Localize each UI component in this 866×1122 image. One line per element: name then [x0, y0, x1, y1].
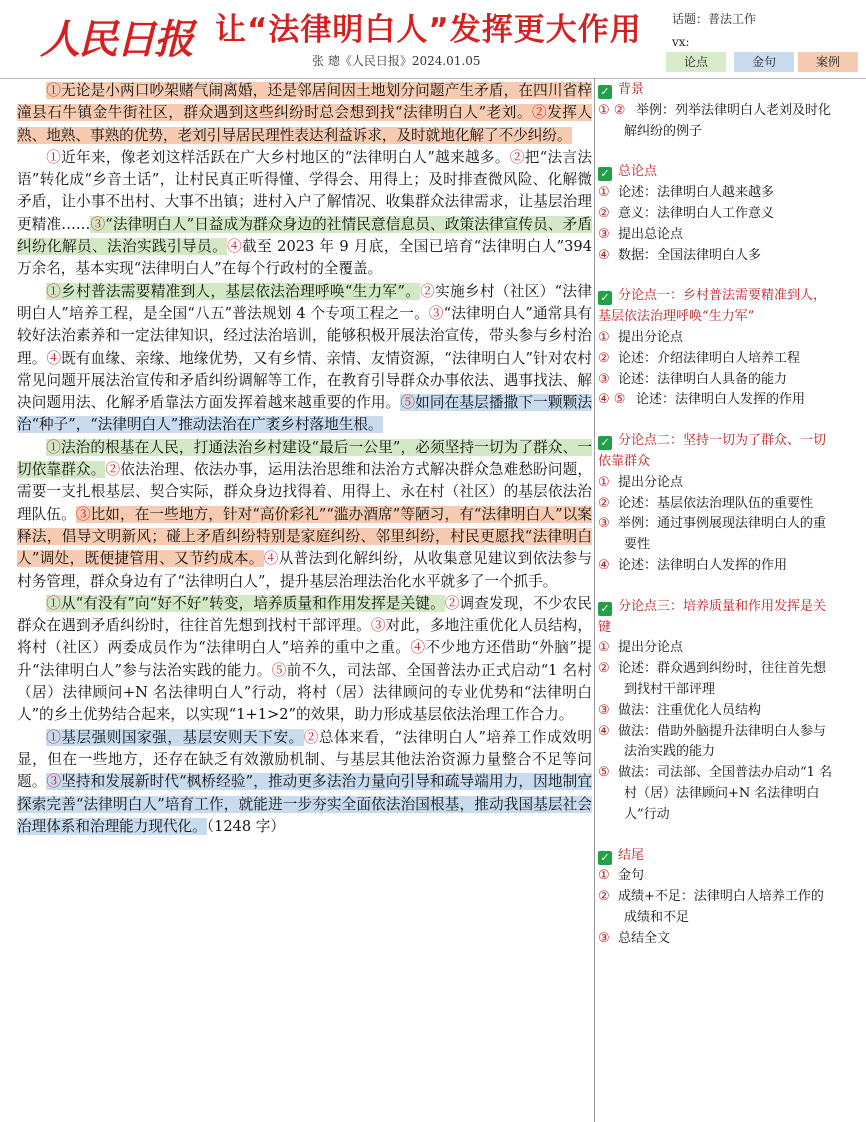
outline-item-number: ①: [598, 868, 610, 884]
byline: 张 璁《人民日报》2024.01.05: [312, 54, 481, 68]
sentence-text: 把“法言法语”转化成“乡音土话”，让村民真正听得懂、学得会、用得上；及时排查微风险、化解微矛盾，让小事不出村、大事不出镇；进村入户了解情况、收集群众法律需求，让基层治理更精准……: [17, 148, 592, 233]
sentence-text: “法律明白人”日益成为群众身边的社情民意信息员、政策法律宣传员、矛盾纠纷化解员、法治实践引导员。: [17, 215, 592, 256]
outline-item: [598, 701, 834, 722]
article-paragraph: [17, 593, 592, 727]
tag-quote: 金句: [734, 52, 794, 72]
outline-item-text: 提出分论点: [618, 474, 684, 490]
check-icon: ✓: [598, 291, 612, 305]
outline-item: [598, 246, 834, 267]
outline-title-text: 背景: [618, 82, 645, 97]
outline-item-text: 举例：通过事例展现法律明白人的重要性: [618, 516, 827, 553]
outline-title-text: 结尾: [618, 847, 645, 863]
sentence-text: 近年来，像老刘这样活跃在广大乡村地区的“法律明白人”越来越多。: [61, 148, 510, 166]
outline-item: [598, 183, 834, 204]
sentence-number: ①: [46, 148, 62, 166]
outline-title-text: 分论点一：乡村普法需要精准到人，基层依法治理呼唤“生力军”: [598, 288, 827, 325]
outline-section: [598, 846, 834, 950]
article-paragraph: [17, 80, 592, 147]
outline-item-text: 成绩+不足：法律明白人培养工作的成绩和不足: [618, 889, 824, 925]
outline-item-number: ④ ⑤: [598, 392, 626, 408]
outline-item-number: ③: [598, 516, 610, 532]
outline-section: [598, 162, 834, 266]
outline-item-number: ②: [598, 495, 610, 511]
article-paragraph: [17, 281, 592, 437]
article-paragraph: [17, 437, 592, 593]
outline-item-text: 提出分论点: [618, 329, 684, 345]
tag-case: 案例: [798, 52, 858, 72]
sentence-number: ①: [46, 728, 62, 746]
outline-item-text: 举例：列举法律明白人老刘及时化解纠纷的例子: [624, 102, 832, 139]
outline-item-number: ①: [598, 474, 610, 490]
sentence-number: ③: [46, 773, 62, 791]
sentence-text: 坚持和发展新时代“枫桥经验”，推动更多法治力量向引导和疏导端用力，因地制宜探索完善“法律明白人”培育工作，就能进一步夯实全面依法治国根基，推动我国基层社会治理体系和治理能力现代化。: [17, 773, 592, 835]
outline-section: [598, 431, 834, 577]
outline-sidebar: [598, 80, 834, 969]
check-icon: ✓: [598, 602, 612, 616]
outline-item-text: 论述：群众遇到纠纷时，往往首先想到找村干部评理: [618, 661, 827, 697]
outline-item: [598, 722, 834, 764]
column-divider: [594, 78, 595, 1122]
check-icon: ✓: [598, 85, 612, 99]
check-icon: ✓: [598, 436, 612, 450]
outline-item: [598, 370, 834, 391]
header: [0, 0, 866, 79]
outline-item: [598, 101, 834, 143]
sentence-number: ①: [46, 438, 61, 456]
outline-section-title: [598, 80, 834, 101]
newspaper-logo: 人民日报: [40, 16, 192, 63]
outline-item-number: ②: [598, 350, 610, 366]
article-body: [17, 80, 592, 838]
article-paragraph: [17, 727, 592, 838]
sentence-text: 从“有没有”向“好不好”转变，培养质量和作用发挥是关键。: [60, 594, 445, 612]
sentence-number: ④: [227, 238, 243, 256]
outline-item-number: ④: [598, 723, 610, 739]
outline-item-number: ②: [598, 889, 610, 905]
sentence-number: ⑤: [400, 394, 416, 412]
sentence-number: ②: [105, 461, 121, 479]
outline-item-text: 意义：法律明白人工作意义: [618, 205, 775, 221]
sentence-text: （1248 字）: [206, 817, 285, 835]
sentence-number: ②: [420, 282, 436, 300]
sentence-number: ②: [444, 594, 460, 612]
outline-item-text: 提出总论点: [618, 226, 684, 242]
sentence-text: 乡村普法需要精准到人，基层依法治理呼唤“生力军”。: [61, 282, 421, 300]
sentence-text: 前不久，司法部、全国普法办正式启动“1 名村（居）法律顾问+N 名法律明白人”行动，将村（居）法律顾问的专业优势和“法律明白人”的乡土优势结合起来，以实现“1+1>2”的效果，助力形成基层依法治理工作合力。: [17, 661, 592, 724]
outline-title-text: 分论点二：坚持一切为了群众、一切依靠群众: [598, 433, 827, 469]
sentence-number: ④: [46, 349, 62, 367]
sentence-text: 发挥人熟、地熟、事熟的优势，老刘引导居民理性表达利益诉求，及时就地化解了不少纠纷。: [17, 104, 592, 144]
sentence-text: 截至 2023 年 9 月底，全国已培育“法律明白人”394 万余名，基本实现“法律明白人”在每个行政村的全覆盖。: [17, 238, 592, 278]
sentence-text: 如同在基层播撒下一颗颗法治“种子”，“法律明白人”推动法治在广袤乡村落地生根。: [17, 394, 592, 434]
sentence-text: 从普法到化解纠纷，从收集意见建议到依法参与村务管理，群众身边有了“法律明白人”，提升基层治理法治化水平就多了一个抓手。: [17, 550, 592, 590]
outline-item-number: ③: [598, 930, 610, 946]
sentence-number: ③: [370, 617, 386, 635]
article-title: 让“法律明白人”发挥更大作用: [215, 12, 642, 48]
sentence-text: 法治的根基在人民，打通法治乡村建设“最后一公里”，必须坚持一切为了群众、一切依靠群众。: [17, 438, 592, 479]
outline-item: [598, 659, 834, 701]
outline-item-number: ①: [598, 640, 610, 656]
outline-item-text: 数据：全国法律明白人多: [618, 247, 762, 263]
outline-section-title: [598, 597, 834, 639]
outline-section: [598, 286, 834, 411]
outline-item-text: 论述：法律明白人越来越多: [618, 185, 775, 201]
sentence-number: ③: [428, 304, 444, 322]
outline-title-text: 总论点: [618, 164, 658, 180]
outline-item-text: 金句: [618, 868, 645, 884]
sentence-text: 依法治理、依法办事，运用法治思维和法治方式解决群众急难愁盼问题，需要一支扎根基层、契合实际，群众身边找得着、用得上、永在村（社区）的基层依法治理队伍。: [17, 461, 592, 523]
check-icon: ✓: [598, 167, 612, 181]
sentence-number: ④: [410, 639, 426, 657]
sentence-text: 比如，在一些地方，针对“高价彩礼”“滥办酒席”等陋习，有“法律明白人”以案释法，倡导文明新风；碰上矛盾纠纷特别是家庭纠纷、邻里纠纷，村民更愿找“法律明白人”调处，既便捷管用、又节约成本。: [17, 505, 592, 568]
outline-item: [598, 887, 834, 929]
outline-item: [598, 390, 834, 411]
check-icon: ✓: [598, 851, 612, 865]
outline-item-number: ①: [598, 185, 610, 201]
outline-item-number: ④: [598, 247, 610, 263]
outline-item: [598, 763, 834, 825]
outline-item-text: 论述：介绍法律明白人培养工程: [618, 350, 801, 366]
sentence-number: ⑤: [271, 661, 287, 679]
sentence-text: 调查发现，不少农民群众在遇到矛盾纠纷时，往往首先想到找村干部评理。: [17, 594, 592, 635]
sentence-number: ④: [263, 550, 279, 568]
outline-item-text: 论述：基层依法治理队伍的重要性: [618, 495, 814, 511]
outline-item: [598, 204, 834, 225]
sentence-number: ①: [46, 594, 61, 612]
outline-item-text: 论述：法律明白人具备的能力: [618, 371, 788, 387]
outline-item-text: 论述：法律明白人发挥的作用: [618, 557, 788, 573]
sentence-text: 不少地方还借助“外脑”提升“法律明白人”参与法治实践的能力。: [17, 639, 592, 679]
outline-item-number: ③: [598, 371, 610, 387]
outline-item: [598, 866, 834, 887]
sentence-text: 既有血缘、亲缘、地缘优势，又有乡情、亲情、友情资源，“法律明白人”针对农村常见问题开展法治宣传和矛盾纠纷调解等工作，在教育引导群众办事依法、遇事找法、解决问题用法、化解矛盾靠法方面发挥着越来越重要的作用。: [17, 349, 592, 412]
outline-item: [598, 494, 834, 515]
outline-item-text: 做法：借助外脑提升法律明白人参与法治实践的能力: [618, 723, 827, 760]
outline-item-number: ②: [598, 205, 610, 221]
outline-item-number: ①: [598, 329, 610, 345]
sentence-text: 总体来看，“法律明白人”培养工作成效明显，但在一些地方，还存在缺乏有效激励机制、与基层其他法治资源力量整合不足等问题。: [17, 728, 592, 791]
outline-section-title: [598, 846, 834, 867]
outline-section-title: [598, 162, 834, 183]
outline-section: [598, 80, 834, 142]
topic-label: 话题：普法工作: [672, 12, 757, 26]
sentence-text: “法律明白人”通常具有较好法治素养和一定法律知识，经过法治培训，能够积极开展法治宣传，带头参与乡村治理。: [17, 304, 592, 367]
outline-section-title: [598, 431, 834, 473]
outline-item-number: ⑤: [598, 765, 610, 781]
outline-item: [598, 929, 834, 950]
outline-item: [598, 473, 834, 494]
outline-item-text: 论述：法律明白人发挥的作用: [636, 392, 806, 408]
sentence-number: ①: [46, 82, 61, 99]
sentence-number: ③: [75, 505, 91, 523]
sentence-number: ②: [532, 104, 548, 122]
sentence-number: ②: [509, 148, 525, 166]
outline-item-number: ②: [598, 661, 610, 677]
sentence-number: ③: [90, 215, 106, 233]
outline-item-text: 总结全文: [618, 930, 671, 946]
outline-item: [598, 328, 834, 349]
sentence-number: ②: [303, 728, 319, 746]
outline-item: [598, 556, 834, 577]
article-paragraph: [17, 147, 592, 281]
sentence-text: 对此，多地注重优化人员结构，将村（社区）两委成员作为“法律明白人”培养的重中之重。: [17, 617, 592, 657]
outline-item-text: 做法：司法部、全国普法办启动“1 名村（居）法律顾问+N 名法律明白人”行动: [618, 765, 833, 822]
outline-item-number: ① ②: [598, 102, 626, 118]
sentence-text: 实施乡村（社区）“法律明白人”培养工程，是全国“八五”普法规划 4 个专项工程之一。: [17, 282, 592, 322]
outline-item: [598, 514, 834, 556]
sentence-text: 基层强则国家强，基层安则天下安。: [61, 728, 304, 746]
outline-item-number: ③: [598, 702, 610, 718]
sentence-text: 无论是小两口吵架赌气闹离婚，还是邻居间因土地划分问题产生矛盾，在四川省梓潼县石牛镇金牛街社区，群众遇到这些纠纷时总会想到找“法律明白人”老刘。: [17, 82, 592, 122]
outline-item-text: 提出分论点: [618, 640, 684, 656]
outline-item: [598, 349, 834, 370]
outline-section-title: [598, 286, 834, 328]
sentence-number: ①: [46, 282, 62, 300]
outline-title-text: 分论点三：培养质量和作用发挥是关键: [598, 598, 827, 635]
outline-item: [598, 225, 834, 246]
tag-argument: 论点: [666, 52, 726, 72]
vx-label: vx:: [672, 35, 690, 49]
outline-section: [598, 597, 834, 826]
outline-item-text: 做法：注重优化人员结构: [618, 702, 762, 718]
outline-item-number: ③: [598, 226, 610, 242]
outline-item-number: ④: [598, 557, 610, 573]
outline-item: [598, 638, 834, 659]
